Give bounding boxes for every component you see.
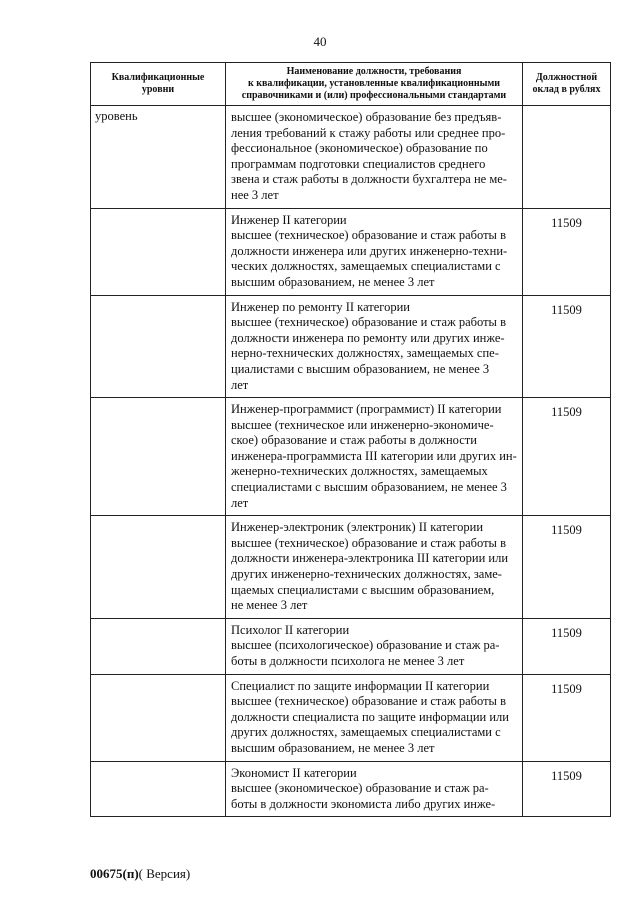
document-footer <box>90 866 190 882</box>
salary-cell: 11509 <box>523 674 611 761</box>
text-line: лет <box>231 377 249 392</box>
text-line: Инженер-программист (программист) II категории <box>231 402 502 417</box>
table-row <box>91 618 611 674</box>
document-code: 00675(п) <box>90 866 139 881</box>
salary-cell <box>523 106 611 209</box>
text-line: фессиональное (экономическое) образование по <box>231 141 488 156</box>
table-header-row <box>91 63 611 106</box>
text-line: других инженерно-технических должностях, заме- <box>231 567 502 582</box>
text-line: уровни <box>141 84 175 95</box>
text-line: должности инженера или других инженерно-техни- <box>231 243 508 258</box>
text-line: щаемых специалистами с высшим образованием, <box>231 582 495 597</box>
salary-cell: 11509 <box>523 295 611 398</box>
table-row <box>91 106 611 209</box>
position-requirements-cell <box>226 674 523 761</box>
text-line: ческих должностях, замещаемых специалистами с <box>231 259 501 274</box>
page-number: 40 <box>313 34 327 49</box>
text-line: Инженер по ремонту II категории <box>231 299 410 314</box>
document-version: ( Версия) <box>138 866 191 881</box>
text-line: высшее (экономическое) образование и стаж ра- <box>231 781 489 796</box>
header-position-requirements <box>226 63 523 106</box>
salary-cell: 11509 <box>523 516 611 619</box>
text-line: инженера-программиста III категории или других ин- <box>231 448 517 463</box>
text-line: высшим образованием, не менее 3 лет <box>231 740 435 755</box>
text-line: женерно-технических должностях, замещаемых <box>231 464 488 479</box>
text-line: высшее (техническое или инженерно-экономиче- <box>231 417 494 432</box>
text-line: нерно-технических должностях, замещаемых спе- <box>231 346 499 361</box>
qualification-level-cell <box>91 618 226 674</box>
text-line: звена и стаж работы в должности бухгалтера не ме- <box>231 172 507 187</box>
table-row <box>91 208 611 295</box>
position-requirements-cell <box>226 398 523 516</box>
text-line: ское) образование и стаж работы в должности <box>231 433 477 448</box>
text-line: лет <box>231 495 249 510</box>
position-requirements-cell <box>226 208 523 295</box>
salary-cell: 11509 <box>523 398 611 516</box>
table-row <box>91 295 611 398</box>
header-qualification-levels <box>91 63 226 106</box>
text-line: ления требований к стажу работы или среднее про- <box>231 125 506 140</box>
text-line: должности специалиста по защите информации или <box>231 709 509 724</box>
text-line: высшее (психологическое) образование и стаж ра- <box>231 638 500 653</box>
text-line: Психолог II категории <box>231 622 350 637</box>
text-line: циалистами с высшим образованием, не менее 3 <box>231 361 490 376</box>
text-line: Наименование должности, требования <box>286 66 462 77</box>
text-line: справочниками и (или) профессиональными стандартами <box>241 90 507 101</box>
text-line: оклад в рублях <box>532 84 601 95</box>
text-line: к квалификации, установленные квалификационными <box>247 78 501 89</box>
text-line: Должностной <box>535 72 598 83</box>
text-line: боты в должности экономиста либо других инже- <box>231 796 496 811</box>
qualification-level-cell: уровень <box>91 106 226 209</box>
qualification-level-cell <box>91 761 226 817</box>
text-line: высшим образованием, не менее 3 лет <box>231 274 435 289</box>
text-line: нее 3 лет <box>231 187 279 202</box>
position-requirements-cell <box>226 761 523 817</box>
qualification-level-cell <box>91 398 226 516</box>
table-row <box>91 398 611 516</box>
text-line: Инженер II категории <box>231 212 347 227</box>
qualification-level-cell <box>91 295 226 398</box>
text-line: Экономист II категории <box>231 765 357 780</box>
text-line: высшее (техническое) образование и стаж работы в <box>231 315 506 330</box>
text-line: должности инженера-электроника III категории или <box>231 551 509 566</box>
text-line: специалистами с высшим образованием, не менее 3 <box>231 480 507 495</box>
text-line: не менее 3 лет <box>231 598 308 613</box>
text-line: высшее (техническое) образование и стаж работы в <box>231 694 506 709</box>
position-requirements-cell <box>226 516 523 619</box>
table-row <box>91 516 611 619</box>
text-line: должности инженера по ремонту или других инже- <box>231 330 505 345</box>
salary-cell: 11509 <box>523 761 611 817</box>
salary-cell: 11509 <box>523 208 611 295</box>
text-line: высшее (техническое) образование и стаж работы в <box>231 535 506 550</box>
text-line: Инженер-электроник (электроник) II категории <box>231 520 484 535</box>
table-row <box>91 761 611 817</box>
qualification-level-cell <box>91 674 226 761</box>
qualification-level-cell <box>91 208 226 295</box>
qualification-level-cell <box>91 516 226 619</box>
text-line: высшее (техническое) образование и стаж работы в <box>231 228 506 243</box>
text-line: Специалист по защите информации II категории <box>231 678 490 693</box>
salary-cell: 11509 <box>523 618 611 674</box>
qualification-table <box>90 62 611 817</box>
text-line: боты в должности психолога не менее 3 лет <box>231 654 465 668</box>
position-requirements-cell <box>226 618 523 674</box>
position-requirements-cell <box>226 295 523 398</box>
header-salary <box>523 63 611 106</box>
text-line: программам подготовки специалистов среднего <box>231 156 486 171</box>
text-line: других должностях, замещаемых специалистами с <box>231 725 501 740</box>
text-line: Квалификационные <box>111 72 205 83</box>
table-row <box>91 674 611 761</box>
position-requirements-cell <box>226 106 523 209</box>
text-line: высшее (экономическое) образование без предъяв- <box>231 110 502 124</box>
